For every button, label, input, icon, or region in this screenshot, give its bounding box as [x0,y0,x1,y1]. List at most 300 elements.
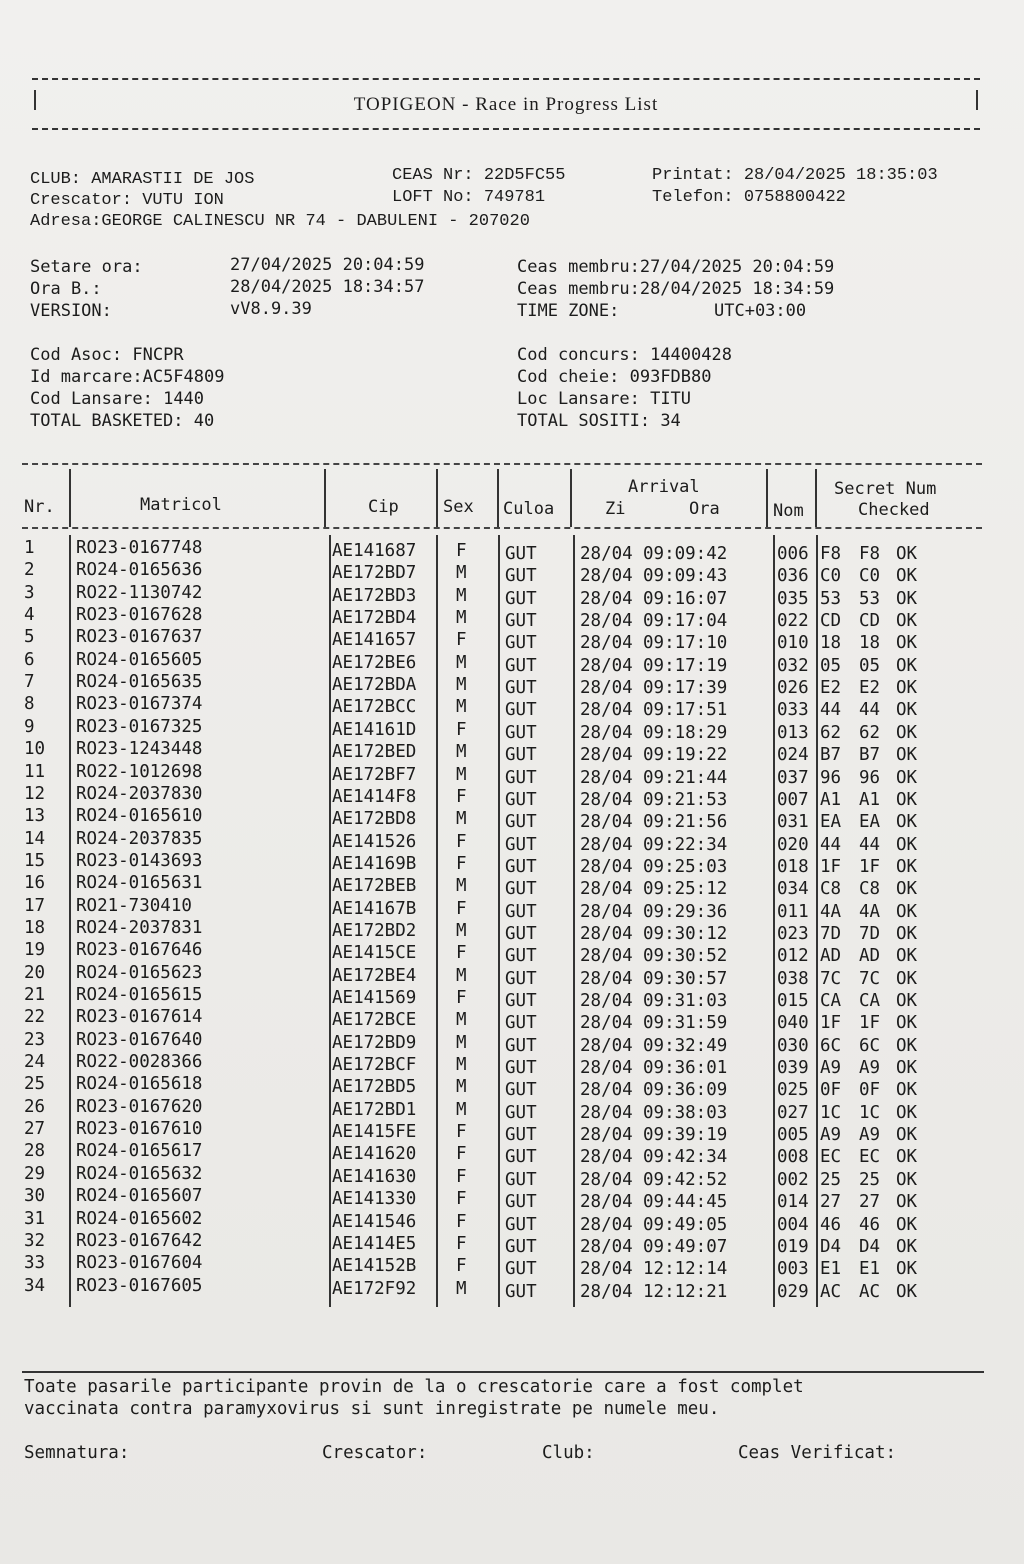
report-title: TOPIGEON - Race in Progress List [353,94,659,115]
cell-cip: AE172BD9 [332,1032,417,1053]
title-box [32,70,980,132]
cell-checked: OK [896,856,918,877]
cell-matricol: RO24-0165610 [76,806,203,827]
cell-nr: 15 [24,850,46,871]
cell-checked: OK [896,834,918,855]
cell-zi: 28/04 [580,588,633,609]
cell-culoa: GUT [505,923,537,944]
cell-secret-2: A9 [859,1125,881,1146]
cell-cip: AE141546 [332,1211,417,1232]
cell-culoa: GUT [505,633,537,654]
table-header-separator [22,527,982,529]
header-matricol: Matricol [140,495,222,515]
cell-ora: 09:21:44 [643,767,728,788]
cell-nom: 018 [777,856,809,877]
cell-culoa: GUT [505,1102,537,1123]
cell-nr: 4 [24,605,35,626]
table-row [22,1208,982,1235]
loc-lansare-label: Loc Lansare: [517,389,640,409]
table-row [22,1052,982,1079]
printat-label: Printat: [652,166,734,185]
cell-culoa: GUT [505,588,537,609]
cell-secret-1: A9 [820,1125,842,1146]
cell-nr: 24 [24,1052,46,1073]
table-row [22,627,982,654]
cell-sex: F [456,541,467,561]
cell-nr: 33 [24,1253,46,1274]
cell-ora: 09:30:57 [643,968,728,989]
cod-asoc-label: Cod Asoc: [30,345,123,365]
cell-culoa: GUT [505,1013,537,1034]
cell-matricol: RO23-0167620 [76,1096,203,1117]
cell-zi: 28/04 [580,991,633,1011]
table-row [22,761,982,788]
cell-secret-2: 7C [859,968,881,989]
table-row [22,806,982,833]
cell-nom: 015 [777,991,809,1011]
table-row [22,672,982,699]
crescator-value: VUTU ION [142,191,224,210]
cell-secret-1: E1 [820,1259,842,1280]
cell-secret-2: 44 [859,700,881,721]
cell-sex: F [456,1189,467,1210]
header-sex: Sex [443,497,474,517]
cell-nr: 9 [24,716,35,737]
title-bottom-border [32,128,980,130]
cell-checked: OK [896,1259,918,1280]
header-cip: Cip [368,497,399,517]
cell-checked: OK [896,1192,918,1213]
cell-nr: 1 [24,538,35,558]
cell-matricol: RO21-730410 [76,895,192,916]
cell-secret-1: 4A [820,901,842,922]
cell-zi: 28/04 [580,566,633,587]
cell-cip: AE172BE4 [332,965,417,986]
cell-nom: 040 [777,1013,809,1034]
cell-secret-1: 7C [820,968,842,989]
table-row [22,962,982,989]
cell-cip: AE1414E5 [332,1233,417,1254]
signature-label: Semnatura: [24,1443,130,1463]
club-line [30,170,254,190]
cell-sex: F [456,1166,467,1187]
cell-nom: 032 [777,655,809,676]
cell-secret-1: 27 [820,1192,842,1213]
cell-nom: 025 [777,1080,809,1101]
cell-nom: 010 [777,633,809,654]
cell-matricol: RO24-2037831 [76,917,203,938]
cell-culoa: GUT [505,1080,537,1101]
cell-nr: 7 [24,672,35,693]
col-divider [497,469,499,527]
cell-nr: 2 [24,560,35,581]
cell-ora: 09:17:10 [643,633,728,654]
cell-matricol: RO23-0167604 [76,1253,203,1274]
cell-nom: 038 [777,968,809,989]
cell-zi: 28/04 [580,633,633,654]
cell-checked: OK [896,789,918,810]
cell-checked: OK [896,566,918,587]
cell-checked: OK [896,588,918,609]
address-value: GEORGE CALINESCU NR 74 - DABULENI - 207020 [101,212,530,231]
cell-matricol: RO24-2037830 [76,783,203,804]
cell-nom: 023 [777,923,809,944]
cell-ora: 09:30:12 [643,923,728,944]
cell-zi: 28/04 [580,879,633,900]
cell-nr: 25 [24,1074,46,1095]
cell-nom: 030 [777,1035,809,1056]
cell-cip: AE141620 [332,1144,417,1165]
cell-sex: F [456,630,467,651]
cell-cip: AE172BCE [332,1010,417,1031]
cell-ora: 12:12:21 [643,1281,728,1302]
cell-nr: 13 [24,806,46,827]
cell-matricol: RO23-0167640 [76,1029,203,1050]
cell-checked: OK [896,923,918,944]
cod-asoc-value: FNCPR [132,345,184,365]
cell-secret-1: 1C [820,1102,842,1123]
cell-sex: M [456,1278,467,1299]
cell-ora: 09:29:36 [643,901,728,922]
cell-nr: 23 [24,1029,46,1050]
version-label: VERSION: [30,301,112,321]
cell-culoa: GUT [505,1281,537,1302]
cell-secret-1: 1F [820,856,842,877]
cell-ora: 09:31:03 [643,991,728,1011]
table-row [22,1007,982,1034]
cell-ora: 09:30:52 [643,946,728,967]
cell-cip: AE172BE6 [332,652,417,673]
cell-checked: OK [896,812,918,833]
cell-nr: 34 [24,1275,46,1296]
cell-zi: 28/04 [580,1102,633,1123]
cell-nr: 30 [24,1186,46,1207]
table-row [22,739,982,766]
cell-nr: 32 [24,1230,46,1251]
loc-lansare-value: TITU [650,389,692,409]
cell-culoa: GUT [505,655,537,676]
cell-matricol: RO22-0028366 [76,1052,203,1073]
cell-nom: 020 [777,834,809,855]
cell-secret-2: D4 [859,1236,881,1257]
cod-cheie-label: Cod cheie: [517,367,620,387]
cell-zi: 28/04 [580,789,633,810]
cell-sex: M [456,1099,467,1120]
cod-lansare-line [30,389,204,409]
cell-ora: 09:39:19 [643,1125,728,1146]
cell-nom: 024 [777,745,809,766]
cell-nr: 6 [24,649,35,670]
cell-secret-1: 96 [820,767,842,788]
cell-nr: 17 [24,895,46,916]
cell-matricol: RO24-0165631 [76,873,203,894]
cell-nom: 005 [777,1125,809,1146]
id-marcare-label: Id marcare: [30,367,143,387]
cell-nr: 29 [24,1163,46,1184]
cell-nom: 008 [777,1147,809,1168]
cell-checked: OK [896,767,918,788]
cell-culoa: GUT [505,1259,537,1280]
cell-nr: 22 [24,1007,46,1028]
cell-secret-1: EA [820,812,842,833]
table-row [22,605,982,632]
cell-sex: M [456,585,467,606]
cell-sex: M [456,608,467,629]
cell-ora: 09:49:07 [643,1236,728,1257]
cell-culoa: GUT [505,544,537,564]
cell-secret-1: 1F [820,1013,842,1034]
cell-cip: AE172F92 [332,1278,417,1299]
cell-matricol: RO24-0165615 [76,985,203,1005]
cell-culoa: GUT [505,1192,537,1213]
cod-concurs-line [517,345,732,365]
cell-nom: 007 [777,789,809,810]
cell-secret-2: EA [859,812,881,833]
cell-cip: AE14161D [332,719,417,740]
cell-cip: AE141526 [332,831,417,852]
cell-ora: 09:17:51 [643,700,728,721]
cell-cip: AE172BD2 [332,920,417,941]
cell-secret-2: 18 [859,633,881,654]
cell-checked: OK [896,946,918,967]
cell-secret-2: F8 [859,544,881,564]
cell-zi: 28/04 [580,1080,633,1101]
cell-ora: 09:49:05 [643,1214,728,1235]
ceas-membru2-value: 28/04/2025 18:34:59 [639,279,835,299]
cell-secret-1: AD [820,946,842,967]
total-sositi-line [517,411,681,431]
version-value: vV8.9.39 [230,299,312,319]
cell-culoa: GUT [505,812,537,833]
cell-nom: 035 [777,588,809,609]
cell-matricol: RO23-0167325 [76,716,203,737]
cod-concurs-value: 14400428 [650,345,732,365]
crescator-label: Crescator: [30,191,133,210]
cell-checked: OK [896,1147,918,1168]
cell-culoa: GUT [505,1125,537,1146]
cell-secret-2: 53 [859,588,881,609]
cell-nom: 033 [777,700,809,721]
cell-nom: 019 [777,1236,809,1257]
cell-secret-1: F8 [820,544,842,564]
cell-nom: 003 [777,1259,809,1280]
cell-matricol: RO23-0167614 [76,1007,203,1028]
cell-sex: M [456,563,467,584]
cell-zi: 28/04 [580,1058,633,1079]
cell-zi: 28/04 [580,655,633,676]
cell-nr: 19 [24,940,46,961]
cell-matricol: RO24-0165623 [76,962,203,983]
cell-cip: AE14169B [332,853,417,874]
cell-nr: 21 [24,985,46,1005]
cell-secret-1: 18 [820,633,842,654]
cell-sex: F [456,1233,467,1254]
address-line [30,212,530,232]
col-divider [570,469,572,527]
ceas-membru1-label: Ceas membru: [517,257,640,277]
cell-nr: 11 [24,761,46,782]
cell-secret-1: A1 [820,789,842,810]
cell-cip: AE172BD5 [332,1077,417,1098]
cell-culoa: GUT [505,1147,537,1168]
cell-secret-2: C8 [859,879,881,900]
cod-concurs-label: Cod concurs: [517,345,640,365]
col-divider [436,469,438,527]
col-divider [324,469,326,527]
cell-ora: 09:21:56 [643,812,728,833]
cell-ora: 12:12:14 [643,1259,728,1280]
table-row [22,828,982,855]
total-basketed-value: 40 [193,411,215,431]
col-divider [815,469,817,527]
cell-secret-2: 62 [859,722,881,743]
cell-nr: 20 [24,962,46,983]
cell-ora: 09:17:04 [643,611,728,632]
table-row [22,716,982,743]
loft-no-value: 749781 [483,188,546,207]
cell-checked: OK [896,1102,918,1123]
cod-cheie-value: 093FDB80 [629,367,712,387]
cell-zi: 28/04 [580,700,633,721]
cell-secret-2: 1C [859,1102,881,1123]
cell-secret-2: 25 [859,1169,881,1190]
col-divider [766,469,768,527]
cell-matricol: RO23-0167610 [76,1119,203,1140]
cell-secret-1: 25 [820,1169,842,1190]
cell-nr: 18 [24,917,46,938]
cell-secret-1: 05 [820,655,842,676]
cell-nom: 037 [777,767,809,788]
cell-sex: M [456,1055,467,1076]
cell-culoa: GUT [505,722,537,743]
cod-lansare-label: Cod Lansare: [30,389,153,409]
cell-culoa: GUT [505,745,537,766]
cell-ora: 09:42:52 [643,1169,728,1190]
table-row [22,560,982,587]
cell-ora: 09:09:42 [643,544,728,564]
cell-checked: OK [896,633,918,654]
cell-secret-2: E1 [859,1259,881,1280]
cell-checked: OK [896,1281,918,1302]
table-row [22,1074,982,1101]
cell-culoa: GUT [505,1035,537,1056]
cell-sex: F [456,831,467,852]
cell-nom: 012 [777,946,809,967]
cell-checked: OK [896,1169,918,1190]
crescator-line [30,191,224,211]
note-line-1: Toate pasarile participante provin de la o crescatorie care a fost complet [24,1377,804,1397]
table-row [22,985,982,1011]
ceas-nr-line [392,166,565,186]
cell-secret-2: 27 [859,1192,881,1213]
cell-secret-2: AC [859,1281,881,1302]
cell-secret-2: 7D [859,923,881,944]
table-row [22,1275,982,1302]
cell-zi: 28/04 [580,745,633,766]
header-checked: Checked [858,500,930,520]
cell-culoa: GUT [505,856,537,877]
cell-nom: 013 [777,722,809,743]
cell-checked: OK [896,1035,918,1056]
cell-matricol: RO23-0167637 [76,627,203,648]
cell-nr: 16 [24,873,46,894]
cell-secret-1: B7 [820,745,842,766]
cell-ora: 09:25:03 [643,856,728,877]
cell-matricol: RO23-1243448 [76,739,203,760]
cell-nom: 011 [777,901,809,922]
ora-b-label: Ora B.: [30,279,102,299]
cell-cip: AE172BD3 [332,585,417,606]
cell-zi: 28/04 [580,1147,633,1168]
cell-cip: AE172BCC [332,697,417,718]
cell-secret-2: C0 [859,566,881,587]
cell-sex: M [456,675,467,696]
cell-ora: 09:09:43 [643,566,728,587]
cell-cip: AE141569 [332,988,417,1008]
table-row [22,917,982,944]
cell-secret-1: 6C [820,1035,842,1056]
table-row [22,649,982,676]
time-zone-value: UTC+03:00 [714,301,807,321]
id-marcare-line [30,367,224,387]
cell-ora: 09:42:34 [643,1147,728,1168]
cell-sex: M [456,876,467,897]
cell-zi: 28/04 [580,1236,633,1257]
cell-nom: 031 [777,812,809,833]
cell-secret-1: 44 [820,834,842,855]
total-sositi-label: TOTAL SOSITI: [517,411,651,431]
cell-sex: M [456,652,467,673]
cell-culoa: GUT [505,968,537,989]
cell-culoa: GUT [505,991,537,1011]
cod-lansare-value: 1440 [163,389,205,409]
cell-checked: OK [896,991,918,1011]
cell-culoa: GUT [505,1058,537,1079]
table-row [22,1096,982,1123]
cell-zi: 28/04 [580,834,633,855]
header-ora: Ora [689,499,720,519]
table-row [22,1029,982,1056]
cell-secret-1: CA [820,991,842,1011]
cell-checked: OK [896,611,918,632]
cell-zi: 28/04 [580,923,633,944]
id-marcare-value: AC5F4809 [142,367,225,387]
cell-secret-2: 1F [859,1013,881,1034]
cell-matricol: RO23-0167605 [76,1275,203,1296]
cell-zi: 28/04 [580,1013,633,1034]
ceas-membru1-line [517,257,834,277]
cell-cip: AE172BD1 [332,1099,417,1120]
cell-checked: OK [896,1214,918,1235]
table-row [22,940,982,967]
cell-matricol: RO24-0165605 [76,649,203,670]
cell-ora: 09:21:53 [643,789,728,810]
cell-zi: 28/04 [580,1169,633,1190]
loc-lansare-line [517,389,691,409]
cell-secret-1: 7D [820,923,842,944]
cell-checked: OK [896,655,918,676]
cell-secret-1: 44 [820,700,842,721]
cell-matricol: RO22-1012698 [76,761,203,782]
cell-nom: 004 [777,1214,809,1235]
cell-ora: 09:36:09 [643,1080,728,1101]
cell-secret-2: EC [859,1147,881,1168]
cell-checked: OK [896,1125,918,1146]
table-row [22,582,982,609]
cell-zi: 28/04 [580,722,633,743]
printat-value: 28/04/2025 18:35:03 [743,166,938,185]
cell-cip: AE14167B [332,898,417,919]
